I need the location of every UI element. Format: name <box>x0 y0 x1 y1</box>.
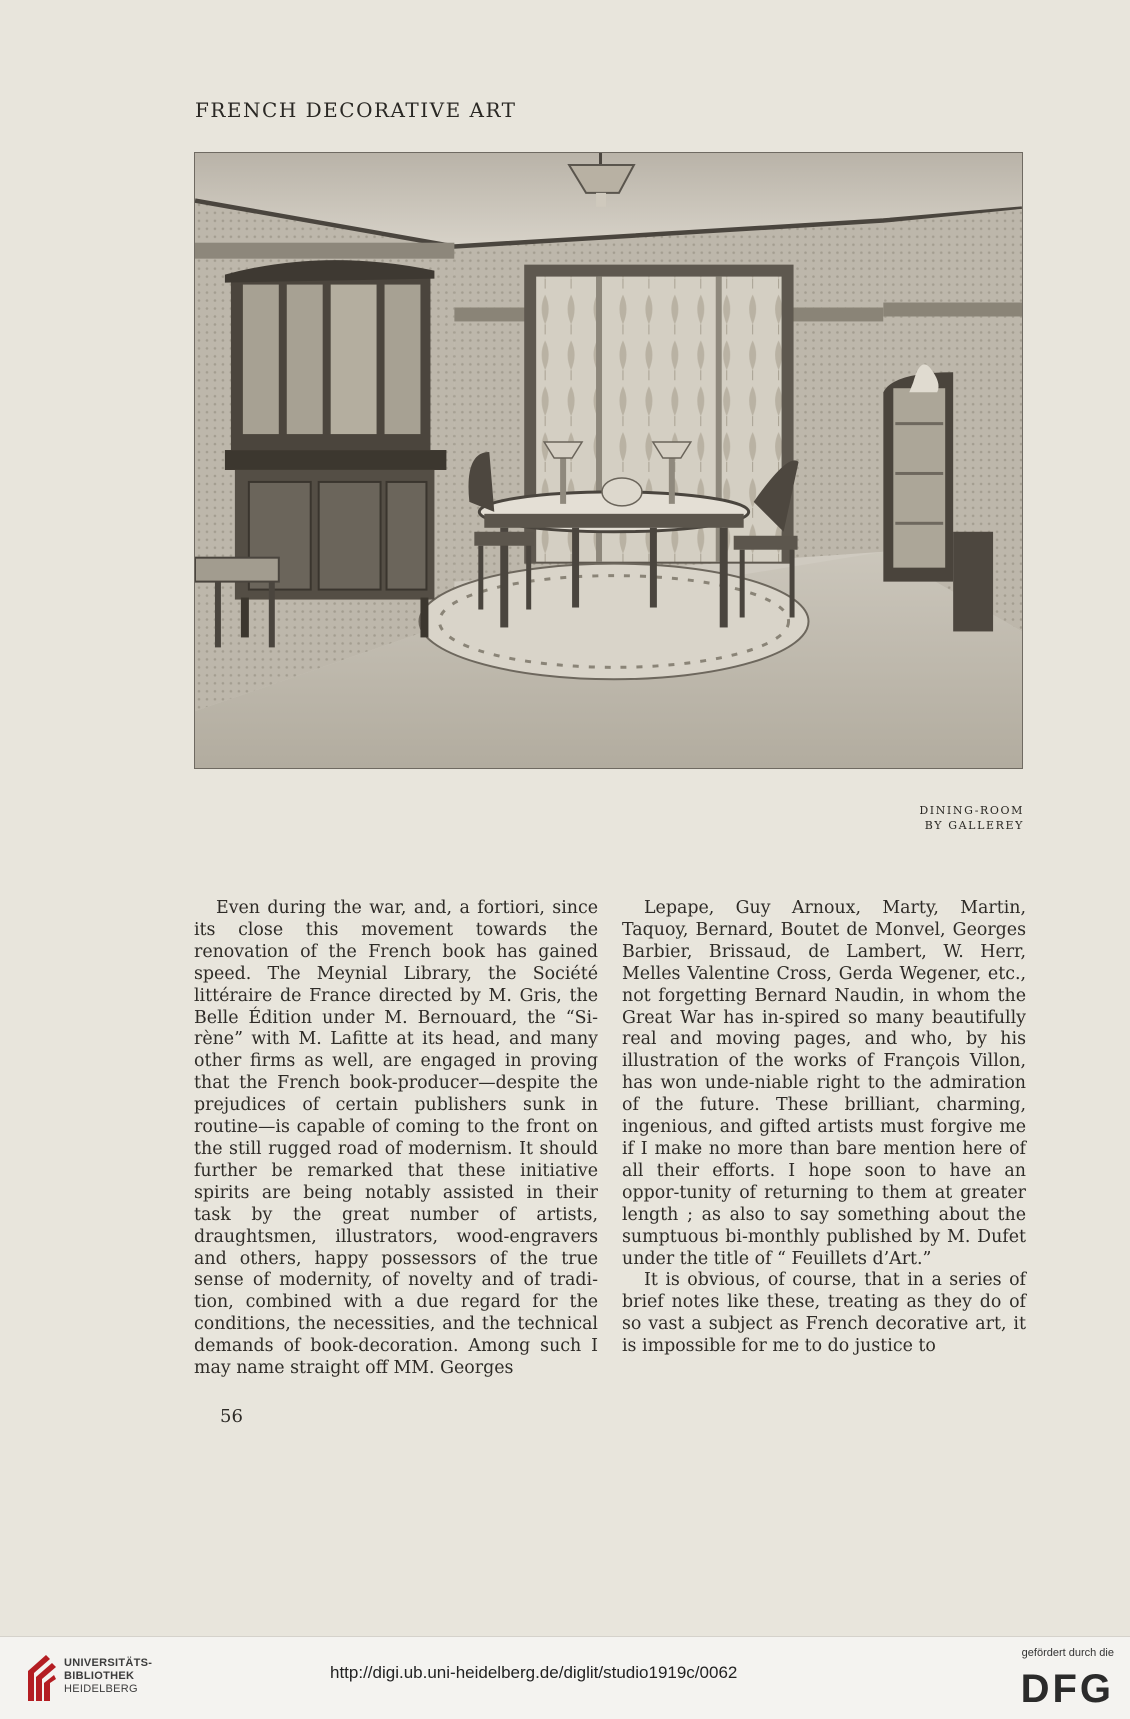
paragraph: It is obvious, of course, that in a series of brief notes like these, treating as they do of so vast a subject as French decorative art, it is impossible for me to do justice to <box>622 1270 1026 1357</box>
text-column-right <box>622 898 1026 1358</box>
page-number: 56 <box>220 1406 243 1427</box>
plate-caption <box>919 803 1024 833</box>
permalink-url[interactable]: http://digi.ub.uni-heidelberg.de/diglit/studio1919c/0062 <box>330 1663 738 1682</box>
library-name <box>64 1657 152 1696</box>
library-name-line: UNIVERSITÄTS- <box>64 1657 153 1669</box>
text-column-left <box>194 898 598 1380</box>
library-name-line: BIBLIOTHEK <box>64 1670 135 1682</box>
footer-bar <box>0 1636 1130 1719</box>
caption-line: DINING-ROOM <box>919 804 1024 817</box>
dining-room-illustration <box>195 153 1022 768</box>
dining-room-photograph <box>194 152 1023 769</box>
caption-line: BY GALLEREY <box>924 819 1024 832</box>
library-name-line: HEIDELBERG <box>64 1683 138 1695</box>
funded-by-label: gefördert durch die <box>1021 1647 1114 1659</box>
running-head: FRENCH DECORATIVE ART <box>195 98 517 122</box>
paragraph: Lepape, Guy Arnoux, Marty, Martin, Taquoy, Bernard, Boutet de Monvel, Georges Barbier, Brissaud, de Lambert, W. Herr, Melles Valentine Cross, Gerda Wegener, etc., not forgetting Bernard Naudin, in whom the Great War has in-spired so many beautifully real and moving pages, and who, by his illustration of the works of François Villon, has won unde-niable right to the admiration of the future. These brilliant, charming, ingenious, and gifted artists must forgive me if I make no more than bare mention here of all their efforts. I hope soon to have an oppor-tunity of returning to them at greater length ; as also to say something about the sumptuous bi-monthly published by M. Dufet under the title of “ Feuillets d’Art.” <box>622 898 1026 1269</box>
dfg-logo: DFG <box>1020 1667 1114 1711</box>
library-logo-icon <box>24 1651 58 1705</box>
paragraph: Even during the war, and, a fortiori, since its close this movement towards the renovation of the French book has gained speed. The Meynial Library, the Société littéraire de France directed by M. Gris, the Belle Édition under M. Bernouard, the “Si-rène” with M. Lafitte at its head, and many other firms as well, are engaged in proving that the French book-producer—despite the prejudices of certain publishers sunk in routine—is capable of coming to the front on the still rugged road of modernism. It should further be remarked that these initiative spirits are being notably assisted in their task by the great number of artists, draughtsmen, illustrators, wood-engravers and others, happy possessors of the true sense of modernity, of novelty and of tradi-tion, combined with a due regard for the conditions, the necessities, and the technical demands of book-decoration. Among such I may name straight off MM. Georges <box>194 898 598 1379</box>
